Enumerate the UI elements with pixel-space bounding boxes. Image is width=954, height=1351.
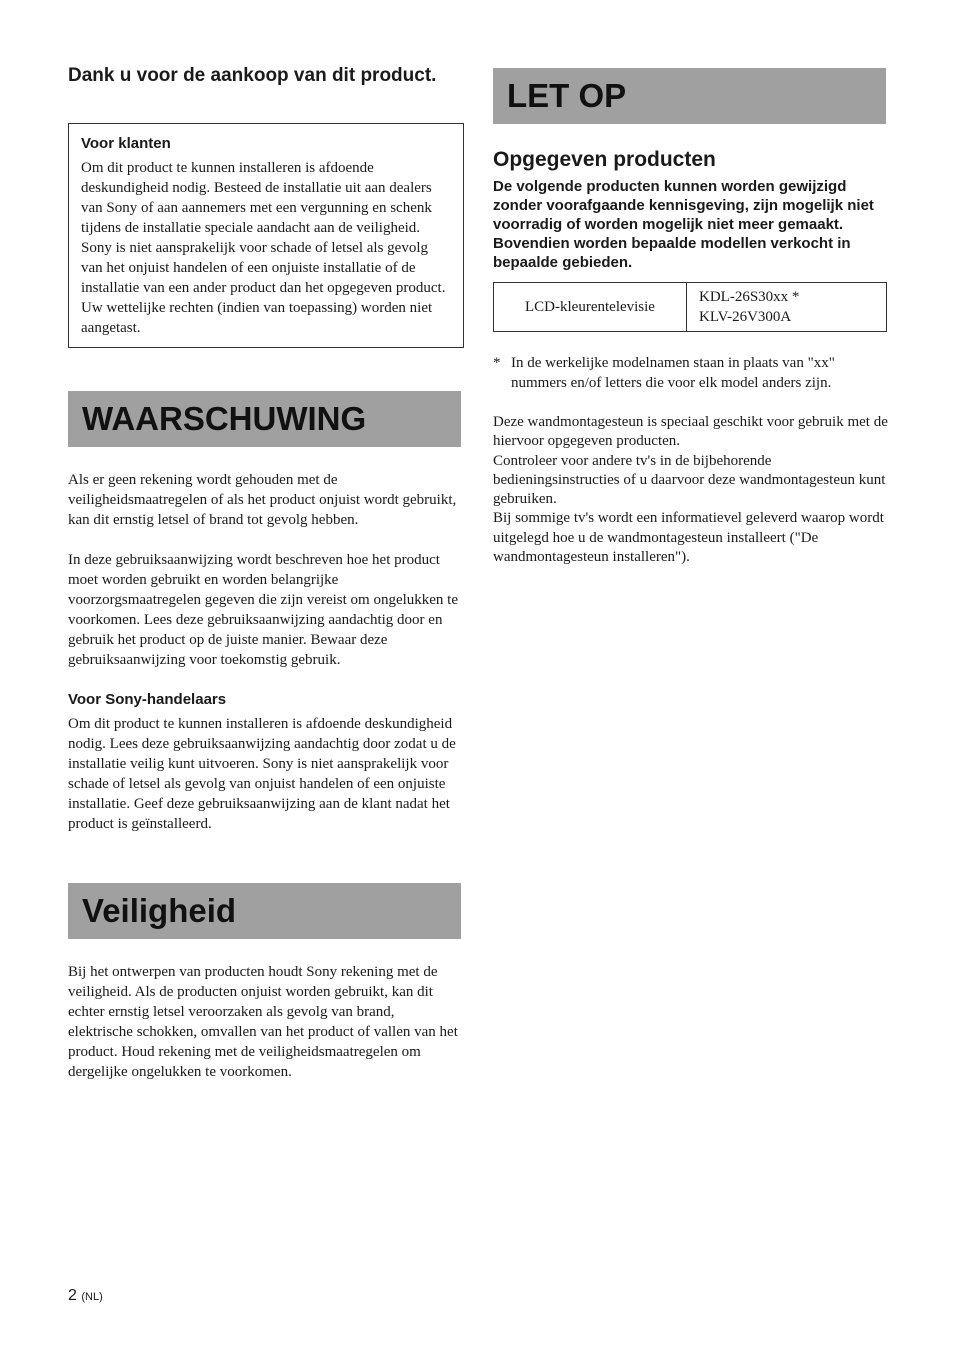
customer-notice-box: [68, 123, 464, 348]
page-number: [68, 1287, 103, 1305]
page-number-value: 2: [68, 1287, 77, 1304]
mount-info-paragraph-2: Controleer voor andere tv's in de bijbehorende bedieningsinstructies of u daarvoor deze wandmontagesteun kunt gebruiken.: [493, 452, 886, 508]
model-footnote: [493, 353, 888, 393]
mount-info-paragraph-1: Deze wandmontagesteun is speciaal geschikt voor gebruik met de hiervoor opgegeven producten.: [493, 414, 888, 450]
warning-banner: WAARSCHUWING: [68, 391, 461, 447]
model-1: KDL-26S30xx *: [699, 289, 800, 305]
language-code: (NL): [81, 1291, 103, 1303]
footnote-text: In de werkelijke modelnamen staan in plaats van "xx" nummers en/of letters die voor elk model anders zijn.: [511, 355, 835, 391]
safety-banner: Veiligheid: [68, 883, 461, 939]
customer-box-text: Om dit product te kunnen installeren is afdoende deskundigheid nodig. Besteed de installatie uit aan dealers van Sony of aan aannemers met een vergunning en schenk tijdens de installatie speciale aandacht aan de veiligheid. Sony is niet aansprakelijk voor schade of letsel als gevolg van het onjuist handelen of een onjuiste installatie of de installatie van een ander product dan het opgegeven product. Uw wettelijke rechten (indien van toepassing) worden niet aangetast.: [81, 160, 446, 336]
products-heading: Opgegeven producten: [493, 148, 716, 171]
products-notice: De volgende producten kunnen worden gewijzigd zonder voorafgaande kennisgeving, zijn mogelijk niet voorradig of worden mogelijk niet meer gemaakt. Bovendien worden bepaalde modellen verkocht in bepaalde gebieden.: [493, 178, 874, 271]
customer-box-heading: Voor klanten: [81, 135, 171, 152]
table-row: [494, 283, 887, 332]
table-cell-models: [687, 283, 887, 332]
dealers-text: Om dit product te kunnen installeren is afdoende deskundigheid nodig. Lees deze gebruiksaanwijzing aandachtig door zodat u de installatie veilig kunt uitvoeren. Sony is niet aansprakelijk voor schade of letsel als gevolg van onjuist handelen of een onjuiste installatie. Geef deze gebruiksaanwijzing aan de klant nadat het product is geïnstalleerd.: [68, 716, 456, 832]
model-2: KLV-26V300A: [699, 309, 792, 325]
products-table: [493, 282, 887, 332]
mount-info: [493, 413, 888, 567]
warning-paragraph-2: In deze gebruiksaanwijzing wordt beschreven hoe het product moet worden gebruikt en worden belangrijke voorzorgsmaatregelen gegeven die zijn vereist om ongelukken te voorkomen. Lees deze gebruiksaanwijzing aandachtig door en gebruik het product op de juiste manier. Bewaar deze gebruiksaanwijzing voor toekomstig gebruik.: [68, 552, 458, 668]
dealers-heading: Voor Sony-handelaars: [68, 691, 227, 708]
safety-text: Bij het ontwerpen van producten houdt Sony rekening met de veiligheid. Als de producten onjuist worden gebruikt, kan dit echter ernstig letsel veroorzaken als gevolg van brand, elektrische schokken, omvallen van het product of vallen van het product. Houd rekening met de veiligheidsmaatregelen om dergelijke ongelukken te voorkomen.: [68, 964, 458, 1080]
footnote-mark: *: [493, 355, 501, 371]
table-cell-category: LCD-kleurentelevisie: [494, 283, 687, 332]
intro-heading: Dank u voor de aankoop van dit product.: [68, 65, 437, 86]
warning-paragraph-1: Als er geen rekening wordt gehouden met de veiligheidsmaatregelen of als het product onjuist wordt gebruikt, kan dit ernstig letsel of brand tot gevolg hebben.: [68, 472, 457, 528]
mount-info-paragraph-3: Bij sommige tv's wordt een informatievel geleverd waarop wordt uitgelegd hoe u de wandmontagesteun installeert ("De wandmontagesteun installeren").: [493, 510, 884, 566]
caution-banner: LET OP: [493, 68, 886, 124]
